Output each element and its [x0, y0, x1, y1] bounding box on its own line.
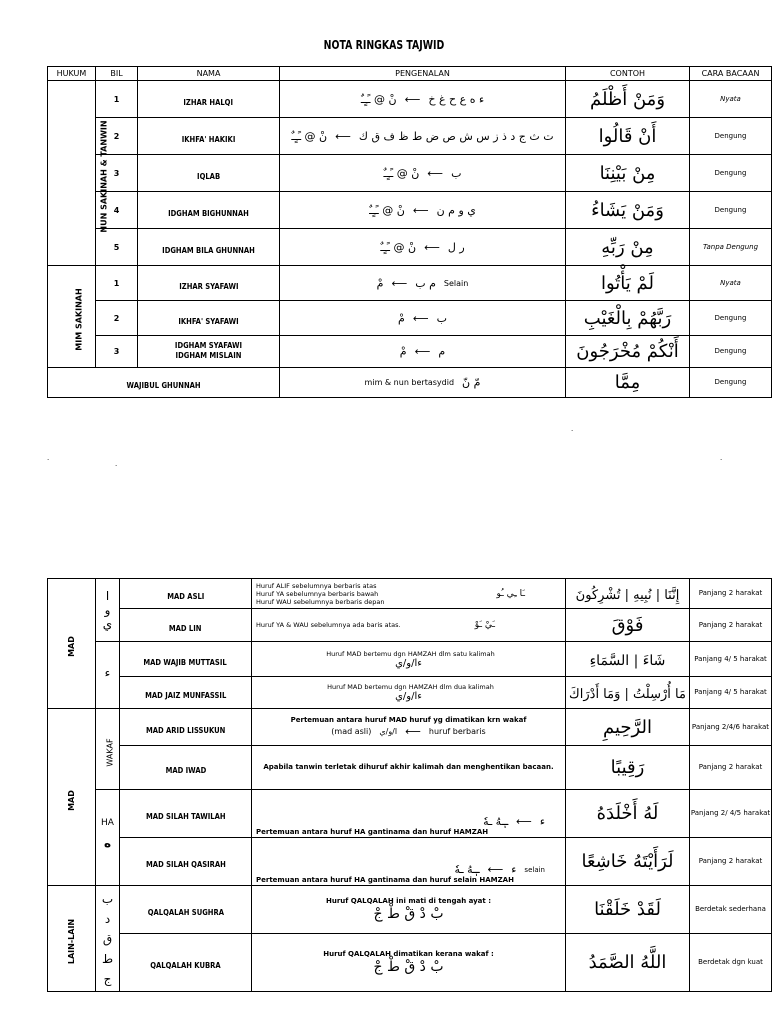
table-row	[48, 838, 772, 886]
contoh: لَقَدْ خَلَقْنَا	[566, 886, 690, 934]
header-bil: BIL	[96, 67, 138, 81]
cara-bacaan: Dengung	[690, 118, 772, 155]
nama: IZHAR HALQI	[138, 81, 280, 118]
contoh: اللَّهُ الصَّمَدُ	[566, 934, 690, 992]
cara-bacaan: Panjang 4/ 5 harakat	[690, 677, 772, 709]
table-row	[48, 934, 772, 992]
nama: MAD LIN	[120, 609, 252, 642]
table-row	[48, 609, 772, 642]
contoh: أَنْكُمْ مُخْرَجُونَ	[566, 336, 690, 368]
nama: IDGHAM SYAFAWI IDGHAM MISLAIN	[138, 336, 280, 368]
table-row	[48, 368, 772, 398]
table-row	[48, 301, 772, 336]
table-row	[48, 336, 772, 368]
header-cara-bacaan: CARA BACAAN	[690, 67, 772, 81]
bil: 1	[96, 81, 138, 118]
nama: QALQALAH KUBRA	[120, 934, 252, 992]
nama: IQLAB	[138, 155, 280, 192]
cara-bacaan: Panjang 2 harakat	[690, 579, 772, 609]
table-row	[48, 155, 772, 192]
pengenalan: مْ ⟵ ب	[280, 301, 566, 336]
table-row	[48, 229, 772, 266]
cara-bacaan: Dengung	[690, 155, 772, 192]
nama: MAD SILAH QASIRAH	[120, 838, 252, 886]
nun-mim-table	[47, 66, 772, 398]
header-nama: NAMA	[138, 67, 280, 81]
cara-bacaan: Nyata	[690, 266, 772, 301]
nama: MAD ASLI	[120, 579, 252, 609]
table-row	[48, 790, 772, 838]
nama: IDGHAM BILA GHUNNAH	[138, 229, 280, 266]
contoh: وَمَنْ أَظْلَمُ	[566, 81, 690, 118]
hukum-mad: MAD	[48, 579, 96, 709]
nama: IDGHAM BIGHUNNAH	[138, 192, 280, 229]
cara-bacaan: Panjang 4/ 5 harakat	[690, 642, 772, 677]
contoh: لَرَأَيْتَهُ خَاشِعًا	[566, 838, 690, 886]
nama: MAD SILAH TAWILAH	[120, 790, 252, 838]
contoh: لَهُ أَخْلَدَهُ	[566, 790, 690, 838]
table-row	[48, 677, 772, 709]
pengenalan: Huruf ALIF sebelumnya berbaris atas Huruf YA sebelumnya berbaris bawah Huruf WAU sebelumnya berbaris depan ـَا ـِي ـُو	[252, 579, 566, 609]
table-row	[48, 642, 772, 677]
contoh: الرَّحِيمِ	[566, 709, 690, 746]
pengenalan: نْ @ ـًـٍـٌ ⟵ ت ث ج د ذ ز س ش ص ض ط ظ ف ق ك	[280, 118, 566, 155]
hamzah-letter: ء	[96, 642, 120, 709]
pengenalan: Huruf MAD bertemu dgn HAMZAH dlm dua kalimah ءا/و/ي	[252, 677, 566, 709]
nama: MAD JAIZ MUNFASSIL	[120, 677, 252, 709]
cara-bacaan: Dengung	[690, 301, 772, 336]
header-contoh: CONTOH	[566, 67, 690, 81]
pengenalan: نْ @ ـًـٍـٌ ⟵ ء ه ع ح غ خ	[280, 81, 566, 118]
contoh: لَمْ يَأْتُوا	[566, 266, 690, 301]
bil: 3	[96, 155, 138, 192]
pengenalan: Huruf YA & WAU sebelumnya ada baris atas. ـَيْ ـَوْ	[252, 609, 566, 642]
cara-bacaan: Panjang 2 harakat	[690, 746, 772, 790]
table-row	[48, 746, 772, 790]
sub-ha: HA ه	[96, 790, 120, 886]
hukum-lain-lain: LAIN-LAIN	[48, 886, 96, 992]
pengenalan: Huruf QALQALAH dimatikan kerana wakaf : بْ دْ قْ طْ جْ	[252, 934, 566, 992]
table-row	[48, 886, 772, 934]
contoh: شَاءَ | السَّمَاءِ	[566, 642, 690, 677]
pengenalan: ـٖهُ ـهٗ ⟵ ء selain Pertemuan antara huruf HA gantinama dan huruf selain HAMZAH	[252, 838, 566, 886]
pengenalan: mim & nun bertasydid مّ نّ	[280, 368, 566, 398]
mad-table	[47, 578, 772, 992]
bil: 4	[96, 192, 138, 229]
nama: IKHFA' HAKIKI	[138, 118, 280, 155]
hukum-mad-2: MAD	[48, 709, 96, 886]
hukum-mim-sakinah: MIM SAKINAH	[48, 266, 96, 368]
hukum-nun-sakinah: NUN SAKINAH & TANWIN	[48, 81, 96, 266]
cara-bacaan: Nyata	[690, 81, 772, 118]
pengenalan: Huruf QALQALAH ini mati di tengah ayat : بْ دْ قْ طْ جْ	[252, 886, 566, 934]
cara-bacaan: Tanpa Dengung	[690, 229, 772, 266]
cara-bacaan: Panjang 2/ 4/5 harakat	[690, 790, 772, 838]
pengenalan: ـٖهُ ـهٗ ⟵ ء Pertemuan antara huruf HA gantinama dan huruf HAMZAH	[252, 790, 566, 838]
qalqalah-letters: ب د ق ط ج	[96, 886, 120, 992]
table-row	[48, 266, 772, 301]
pengenalan: نْ @ ـًـٍـٌ ⟵ ر ل	[280, 229, 566, 266]
nama: IKHFA' SYAFAWI	[138, 301, 280, 336]
bil: 2	[96, 301, 138, 336]
mad-letters: ا و ي	[96, 579, 120, 642]
cara-bacaan: Panjang 2 harakat	[690, 609, 772, 642]
table-row	[48, 192, 772, 229]
cara-bacaan: Dengung	[690, 368, 772, 398]
pengenalan: مْ ⟵ م	[280, 336, 566, 368]
contoh: رَقِيبًا	[566, 746, 690, 790]
table-row	[48, 118, 772, 155]
sub-wakaf: WAKAF	[96, 709, 120, 790]
cara-bacaan: Panjang 2/4/6 harakat	[690, 709, 772, 746]
table-row	[48, 579, 772, 609]
nama: MAD WAJIB MUTTASIL	[120, 642, 252, 677]
page-title: NOTA RINGKAS TAJWID	[323, 38, 445, 52]
contoh: فَوْقَ	[566, 609, 690, 642]
contoh: مِنْ رَبِّهِ	[566, 229, 690, 266]
cara-bacaan: Dengung	[690, 336, 772, 368]
contoh: رَبَّهُمْ بِالْغَيْبِ	[566, 301, 690, 336]
pengenalan: Apabila tanwin terletak dihuruf akhir kalimah dan menghentikan bacaan.	[252, 746, 566, 790]
pengenalan: Pertemuan antara huruf MAD huruf yg dimatikan krn wakaf (mad asli) ا/و/ي ⟵ huruf berbaris	[252, 709, 566, 746]
pengenalan: نْ @ ـًـٍـٌ ⟵ ي و م ن	[280, 192, 566, 229]
bil: 3	[96, 336, 138, 368]
contoh: وَمَنْ يَشَاءُ	[566, 192, 690, 229]
nama: QALQALAH SUGHRA	[120, 886, 252, 934]
contoh: مِمَّا	[566, 368, 690, 398]
table-row	[48, 81, 772, 118]
nama: MAD ARID LISSUKUN	[120, 709, 252, 746]
bil: 5	[96, 229, 138, 266]
cara-bacaan: Berdetak sederhana	[690, 886, 772, 934]
cara-bacaan: Berdetak dgn kuat	[690, 934, 772, 992]
header-row	[48, 67, 772, 81]
bil: 2	[96, 118, 138, 155]
cara-bacaan: Dengung	[690, 192, 772, 229]
cara-bacaan: Panjang 2 harakat	[690, 838, 772, 886]
contoh: مَا أُرْسِلْتُ | وَمَا أَدْرَاكَ	[566, 677, 690, 709]
contoh: مِنْ بَيْنِنَا	[566, 155, 690, 192]
header-hukum: HUKUM	[48, 67, 96, 81]
nama: MAD IWAD	[120, 746, 252, 790]
bil: 1	[96, 266, 138, 301]
contoh: إِنَّنَا | نُبِيهِ | تُشْرِكُونَ	[566, 579, 690, 609]
pengenalan: مْ ⟵ م ب Selain	[280, 266, 566, 301]
nama: IZHAR SYAFAWI	[138, 266, 280, 301]
wajibul-ghunnah-label: WAJIBUL GHUNNAH	[48, 368, 280, 398]
contoh: أَنْ قَالُوا	[566, 118, 690, 155]
pengenalan: Huruf MAD bertemu dgn HAMZAH dlm satu kalimah ءا/و/ي	[252, 642, 566, 677]
table-row	[48, 709, 772, 746]
header-pengenalan: PENGENALAN	[280, 67, 566, 81]
pengenalan: نْ @ ـًـٍـٌ ⟵ ب	[280, 155, 566, 192]
